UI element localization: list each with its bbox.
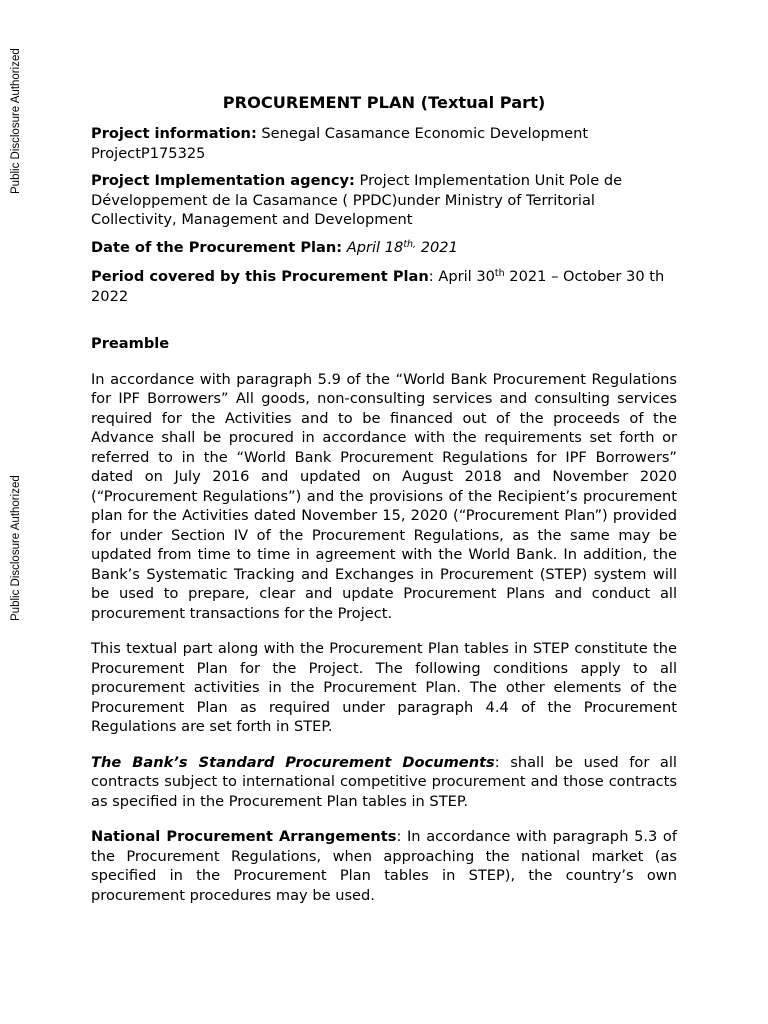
standard-documents-text: : shall be used for all contracts subject to international competitive procurement and those contracts as specified in the Procurement Plan tables in STEP. bbox=[91, 753, 677, 810]
national-arrangements-text: : In accordance with paragraph 5.3 of the Procurement Regulations, when approaching the national market (as specified in the Procurement Plan tables in STEP), the country’s own procurement procedures may be used. bbox=[91, 828, 678, 904]
preamble-paragraph-2: This textual part along with the Procurement Plan tables in STEP constitute the Procurement Plan for the Project. The following conditions apply to all procurement activities in the Procurement Plan. The other elements of the Procurement Plan as required under paragraph 4.4 of the Procurement Regulations are set forth in STEP. bbox=[91, 640, 677, 735]
implementation-agency-label: Project Implementation agency: bbox=[91, 172, 355, 189]
implementation-agency bbox=[91, 171, 677, 230]
period-covered-end: 2021 – October 30 th 2022 bbox=[91, 268, 665, 305]
project-information-value: Senegal Casamance Economic Development ProjectP175325 bbox=[91, 125, 589, 162]
document-title: PROCUREMENT PLAN (Textual Part) bbox=[222, 93, 546, 112]
standard-documents-paragraph bbox=[91, 753, 677, 812]
procurement-plan-date-label: Date of the Procurement Plan: bbox=[91, 238, 343, 256]
national-arrangements-paragraph bbox=[91, 827, 677, 905]
project-information-label: Project information: bbox=[91, 125, 257, 142]
disclosure-stamp-top: Public Disclosure Authorized bbox=[10, 48, 22, 194]
preamble-heading: Preamble bbox=[91, 335, 170, 352]
procurement-plan-date-year: 2021 bbox=[416, 238, 458, 256]
disclosure-stamp-bottom: Public Disclosure Authorized bbox=[10, 475, 22, 621]
period-covered-value: : April 30 bbox=[428, 268, 495, 285]
standard-documents-label: The Bank’s Standard Procurement Documents bbox=[91, 753, 495, 771]
preamble-paragraph-1: In accordance with paragraph 5.9 of the “World Bank Procurement Regulations for IPF Borrowers” All goods, non-consulting services and consulting services required for the Activities and to be financed out of the proceeds of the Advance shall be procured in accordance with the requirements set forth or referred to in the “World Bank Procurement Regulations for IPF Borrowers” dated on July 2016 and updated on August 2018 and November 2020 (“Procurement Regulations”) and the provisions of the Recipient’s procurement plan for the Activities dated November 15, 2020 (“Procurement Plan”) provided for under Section IV of the Procurement Regulations, as the same may be updated from time to time in agreement with the World Bank. In addition, the Bank’s Systematic Tracking and Exchanges in Procurement (STEP) system will be used to prepare, clear and update Procurement Plans and conduct all procurement transactions for the Project. bbox=[91, 370, 677, 622]
implementation-agency-value: Project Implementation Unit Pole de Développement de la Casamance ( PPDC)under Ministry of Territorial Collectivity, Management and Development bbox=[91, 172, 623, 228]
document-page bbox=[91, 92, 677, 921]
project-information bbox=[91, 124, 677, 163]
period-covered-suffix: th bbox=[494, 268, 505, 279]
procurement-plan-date-value: April 18 bbox=[342, 238, 404, 256]
period-covered bbox=[91, 267, 677, 306]
procurement-plan-date-suffix: th, bbox=[403, 238, 417, 250]
national-arrangements-label: National Procurement Arrangements bbox=[91, 828, 397, 845]
period-covered-label: Period covered by this Procurement Plan bbox=[91, 268, 429, 285]
procurement-plan-date bbox=[91, 238, 677, 258]
